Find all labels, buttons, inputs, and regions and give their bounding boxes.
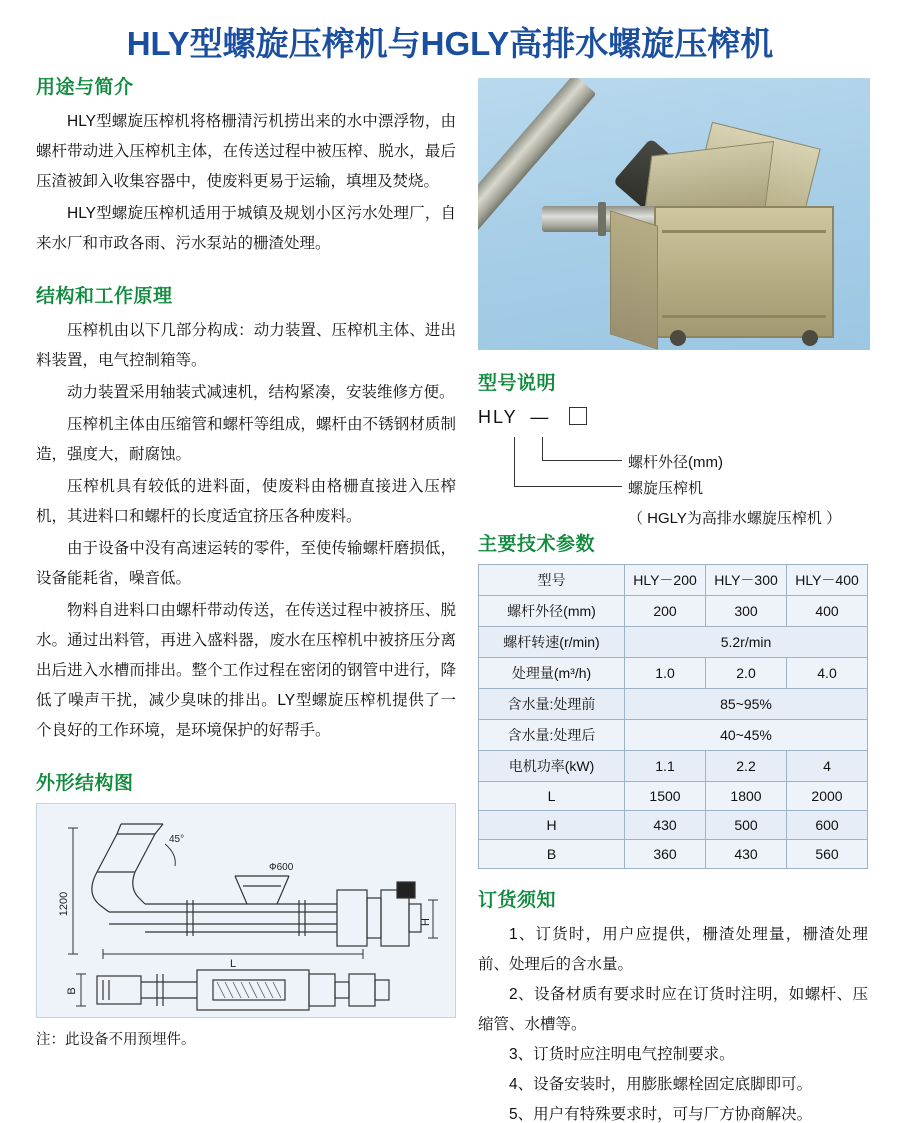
left-column [36,72,456,1049]
photo-wheel-right [802,330,818,346]
photo-collection-container [654,206,834,338]
row-value-200: 360 [625,840,706,869]
photo-wheel-left [670,330,686,346]
spec-table-body [479,596,868,869]
row-label: L [479,782,625,811]
row-value-300: 2.0 [706,658,787,689]
structure-paragraph-4: 压榨机具有较低的进料面，使废料由格栅直接进入压榨机，其进料口和螺杆的长度适宜挤压各种废料。 [36,478,456,525]
row-value-300: 430 [706,840,787,869]
model-code-placeholder-box [569,407,587,425]
order-notes-list [478,920,868,1123]
table-header-cell-3: HLY－400 [787,565,868,596]
row-value-400: 4 [787,751,868,782]
photo-container-band-top [662,230,826,233]
intro-paragraph-2: HLY型螺旋压榨机适用于城镇及规划小区污水处理厂，自来水厂和市政各雨、污水泵站的栅渣处理。 [36,205,456,252]
structure-paragraph-6: 物料自进料口由螺杆带动传送，在传送过程中被挤压、脱水。通过出料管，再进入盛料器，废水在压榨机中被挤压分离出后进入水槽而排出。整个工作过程在密闭的钢管中进行，降低了噪声干扰，减少臭味的排出。LY型螺旋压榨机提供了一个良好的工作环境，是环境保护的好帮手。 [36,602,456,739]
row-label: 含水量:处理后 [479,720,625,751]
model-leader-label-2: 螺旋压榨机 [628,480,704,497]
table-header-cell-0: 型号 [479,565,625,596]
order-note-item: 3、订货时应注明电气控制要求。 [509,1046,735,1063]
structure-paragraph-2: 动力装置采用轴装式减速机，结构紧凑，安装维修方便。 [67,384,455,401]
row-label: 含水量:处理前 [479,689,625,720]
row-value-300: 300 [706,596,787,627]
section-heading-intro: 用途与简介 [36,77,134,98]
model-code-row [478,407,868,428]
model-code-text: HLY [478,407,518,427]
drawing-b-label: B [66,987,78,995]
row-label: 螺杆转速(r/min) [479,627,625,658]
row-value-200: 1.1 [625,751,706,782]
drawing-angle-label: 45° [169,834,185,845]
order-note-item: 2、设备材质有要求时应在订货时注明，如螺杆、压缩管、水槽等。 [478,986,868,1033]
table-header-row [479,565,868,596]
row-value-400: 560 [787,840,868,869]
row-label: 处理量(m³/h) [479,658,625,689]
model-code-dash: — [530,407,551,427]
model-explanation [478,407,868,527]
row-value-400: 600 [787,811,868,840]
row-value-400: 400 [787,596,868,627]
row-label: H [479,811,625,840]
table-row [479,596,868,627]
structure-paragraph-5: 由于设备中没有高速运转的零件，至使传输螺杆磨损低，设备能耗省，噪音低。 [36,540,456,587]
model-note: （ HGLY为高排水螺旋压榨机 ） [628,510,842,527]
section-heading-drawing: 外形结构图 [36,773,134,794]
section-heading-order: 订货须知 [478,890,557,911]
table-row [479,689,868,720]
order-note-item: 4、设备安装时，用膨胀螺栓固定底脚即可。 [509,1076,813,1093]
outline-structure-drawing [36,803,456,1018]
table-row [479,658,868,689]
drawing-diameter-label: Ф600 [269,862,294,873]
section-heading-params: 主要技术参数 [478,534,596,555]
table-row [479,811,868,840]
intro-paragraph-1: HLY型螺旋压榨机将格栅清污机捞出来的水中漂浮物，由螺杆带动进入压榨机主体，在传送过程中被压榨、脱水，最后压渣被卸入收集容器中，使废料更易于运输，填埋及焚烧。 [36,113,456,190]
structure-paragraph-1: 压榨机由以下几部分构成：动力装置、压榨机主体、进出料装置，电气控制箱等。 [36,322,456,369]
row-value-span: 40~45% [625,720,868,751]
table-row [479,720,868,751]
row-label: 电机功率(kW) [479,751,625,782]
drawing-note: 注：此设备不用预埋件。 [36,1032,196,1048]
row-value-300: 500 [706,811,787,840]
table-row [479,840,868,869]
drawing-h-label: H [420,918,432,926]
row-value-200: 200 [625,596,706,627]
photo-container-side [610,210,658,350]
drawing-height-label: 1200 [58,891,70,917]
row-value-200: 430 [625,811,706,840]
row-value-300: 2.2 [706,751,787,782]
photo-flange [598,202,606,236]
table-row [479,751,868,782]
right-column [478,368,868,1123]
row-label: B [479,840,625,869]
drawing-length-label: L [229,958,237,970]
row-value-300: 1800 [706,782,787,811]
structure-paragraph-3: 压榨机主体由压缩管和螺杆等组成，螺杆由不锈钢材质制造，强度大，耐腐蚀。 [36,416,456,463]
model-leader-label-1: 螺杆外径(mm) [628,454,723,471]
table-header-cell-2: HLY－300 [706,565,787,596]
row-value-200: 1.0 [625,658,706,689]
product-photo [478,78,870,350]
model-leader-line-2 [514,437,622,487]
order-note-item: 5、用户有特殊要求时，可与厂方协商解决。 [509,1106,813,1123]
order-note-item: 1、订货时，用户应提供，栅渣处理量，栅渣处理前、处理后的含水量。 [478,926,868,973]
row-value-400: 2000 [787,782,868,811]
section-heading-model: 型号说明 [478,373,557,394]
drawing-svg [37,804,455,1017]
row-value-span: 5.2r/min [625,627,868,658]
photo-container-band-bottom [662,315,826,318]
spec-table-head [479,565,868,596]
page-title: HLY型螺旋压榨机与HGLY高排水螺旋压榨机 [126,25,774,62]
section-heading-structure: 结构和工作原理 [36,286,173,307]
row-value-span: 85~95% [625,689,868,720]
table-row [479,782,868,811]
row-label: 螺杆外径(mm) [479,596,625,627]
row-value-400: 4.0 [787,658,868,689]
spec-table [478,564,868,869]
table-row [479,627,868,658]
table-header-cell-1: HLY－200 [625,565,706,596]
row-value-200: 1500 [625,782,706,811]
